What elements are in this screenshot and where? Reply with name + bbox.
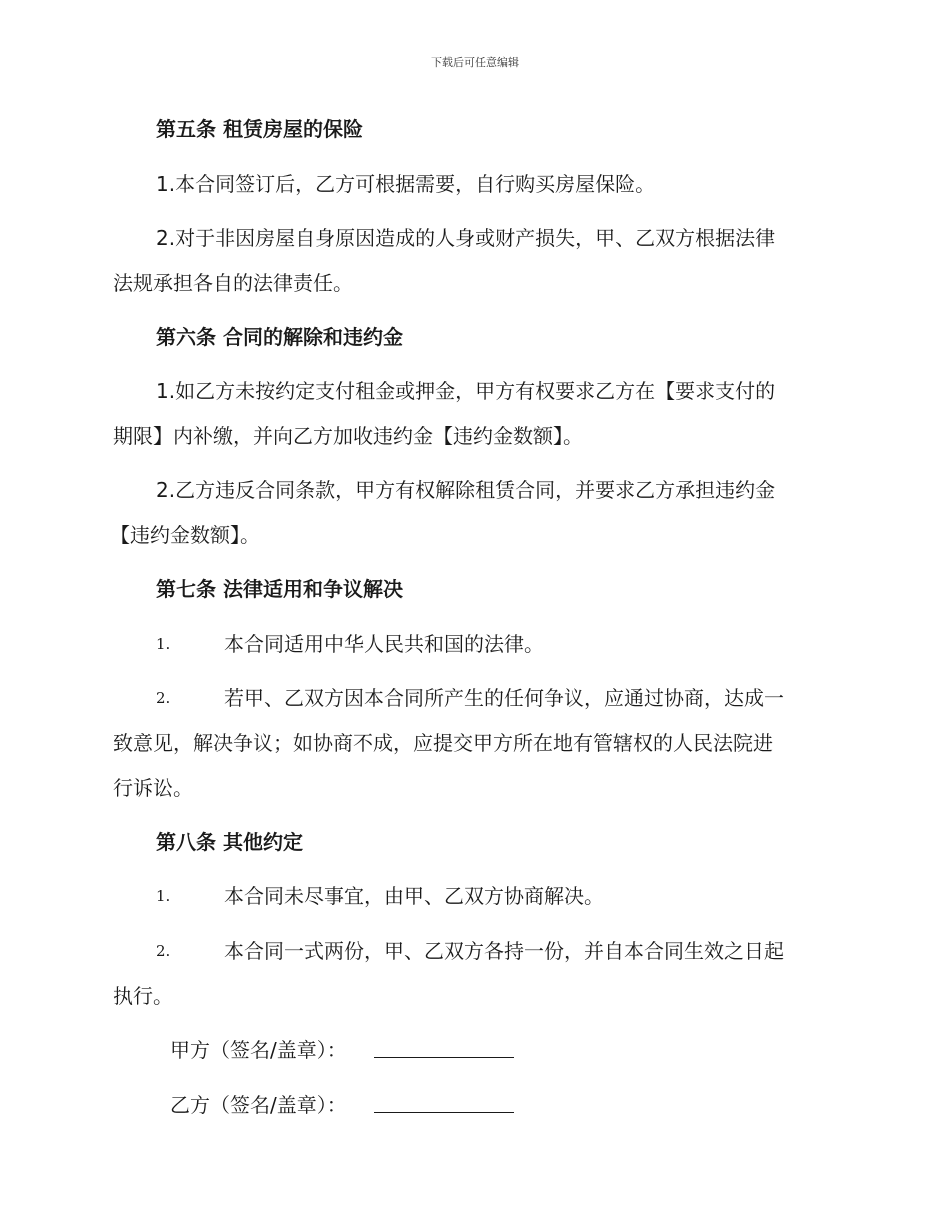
section-6-clause-1-line-1: 1.如乙方未按约定支付租金或押金，甲方有权要求乙方在【要求支付的 — [156, 379, 776, 403]
section-7-item-2-line-2: 致意见，解决争议；如协商不成，应提交甲方所在地有管辖权的人民法院进 — [113, 731, 773, 755]
section-8-title: 第八条 其他约定 — [156, 830, 303, 854]
section-8-item-2-line-1: 本合同一式两份，甲、乙双方各持一份，并自本合同生效之日起 — [224, 939, 784, 963]
section-5-clause-1: 1.本合同签订后，乙方可根据需要，自行购买房屋保险。 — [156, 172, 656, 196]
section-6-clause-1-line-2: 期限】内补缴，并向乙方加收违约金【违约金数额】。 — [113, 424, 583, 448]
section-5-clause-2-line-1: 2.对于非因房屋自身原因造成的人身或财产损失，甲、乙双方根据法律 — [156, 226, 776, 250]
section-7-item-2-number: 2. — [156, 689, 171, 707]
section-7-item-2-line-1: 若甲、乙双方因本合同所产生的任何争议，应通过协商，达成一 — [224, 686, 784, 710]
section-7-item-1-text: 本合同适用中华人民共和国的法律。 — [224, 632, 544, 656]
party-b-signature-line — [374, 1112, 514, 1113]
section-7-item-1-number: 1. — [156, 635, 171, 653]
party-a-signature-label: 甲方（签名/盖章）： — [170, 1038, 347, 1062]
section-6-clause-2-line-1: 2.乙方违反合同条款，甲方有权解除租赁合同，并要求乙方承担违约金 — [156, 478, 776, 502]
section-7-item-2-line-3: 行诉讼。 — [113, 776, 193, 800]
section-6-clause-2-line-2: 【违约金数额】。 — [110, 523, 260, 547]
section-5-clause-2-line-2: 法规承担各自的法律责任。 — [113, 271, 353, 295]
section-8-item-1-number: 1. — [156, 887, 171, 905]
page-header-note: 下载后可任意编辑 — [431, 56, 519, 69]
section-5-title: 第五条 租赁房屋的保险 — [156, 117, 363, 141]
section-8-item-2-line-2: 执行。 — [113, 984, 173, 1008]
party-b-signature-label: 乙方（签名/盖章）： — [170, 1093, 347, 1117]
section-6-title: 第六条 合同的解除和违约金 — [156, 325, 403, 349]
section-8-item-1-text: 本合同未尽事宜，由甲、乙双方协商解决。 — [224, 884, 604, 908]
section-8-item-2-number: 2. — [156, 942, 171, 960]
section-7-title: 第七条 法律适用和争议解决 — [156, 577, 403, 601]
party-a-signature-line — [374, 1057, 514, 1058]
